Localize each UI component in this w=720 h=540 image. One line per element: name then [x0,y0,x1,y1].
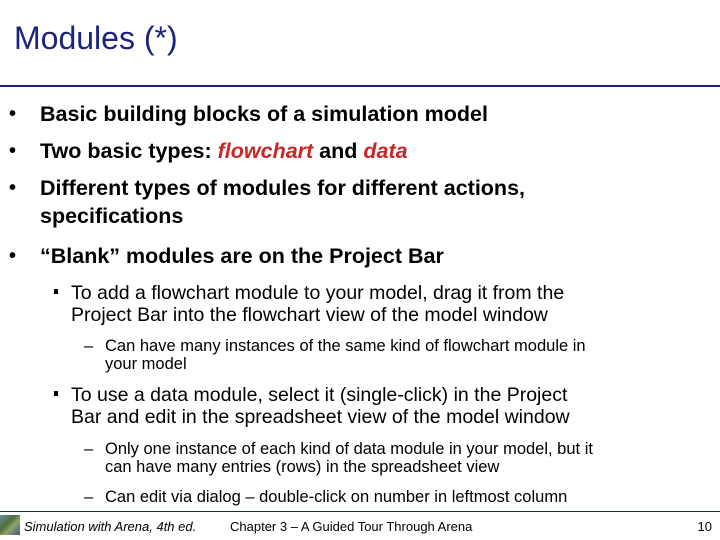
bullet-text-line2: specifications [40,204,184,228]
title-divider [0,85,720,87]
bullet-dot-icon: • [9,140,17,162]
sub-bullet-line2: Project Bar into the flowchart view of the model window [71,304,548,326]
dash-item-line1: Only one instance of each kind of data module in your model, but it [105,440,593,458]
dash-item-many-instances [84,337,586,373]
sub-bullet-line2: Bar and edit in the spreadsheet view of the model window [71,406,570,428]
bullet-two-types [9,137,408,165]
dash-bullet-icon: – [84,440,94,458]
bullet-text: Basic building blocks of a simulation model [40,102,488,126]
dash-item-one-instance [84,440,593,476]
bullet-text-and: and [313,139,364,163]
dash-item-line2: can have many entries (rows) in the spreadsheet view [105,458,500,476]
bullet-dot-icon: • [9,245,17,267]
dash-item-line1: Can edit via dialog – double-click on number in leftmost column [105,488,568,506]
dash-bullet-icon: – [84,488,94,506]
bullet-building-blocks [9,100,488,128]
bullet-dot-icon: • [9,177,17,199]
bullet-text: “Blank” modules are on the Project Bar [40,244,444,268]
footer-chapter: Chapter 3 – A Guided Tour Through Arena [230,519,473,534]
arena-logo-icon [0,515,20,535]
sub-bullet-add-flowchart [71,282,564,326]
slide-title: Modules (*) [14,20,178,56]
footer-book-title: Simulation with Arena, 4th ed. [24,519,197,534]
highlight-data: data [363,139,408,163]
bullet-dot-icon: • [9,103,17,125]
dash-item-edit-via-dialog [84,488,568,506]
sub-bullet-line1: To add a flowchart module to your model, drag it from the [71,282,565,304]
bullet-different-types [9,174,525,230]
square-bullet-icon [54,289,58,294]
dash-item-line2: your model [105,355,187,373]
sub-bullet-use-data-module [71,384,570,428]
sub-bullet-line1: To use a data module, select it (single-click) in the Project [71,384,568,406]
bullet-text: Two basic types: [40,139,218,163]
page-number: 10 [697,519,712,534]
highlight-flowchart: flowchart [217,139,314,163]
footer-divider [0,511,720,512]
dash-item-line1: Can have many instances of the same kind of flowchart module in [105,337,586,355]
square-bullet-icon [54,391,58,396]
dash-bullet-icon: – [84,337,94,355]
bullet-blank-modules [9,242,444,270]
bullet-text-line1: Different types of modules for different actions, [40,176,525,200]
